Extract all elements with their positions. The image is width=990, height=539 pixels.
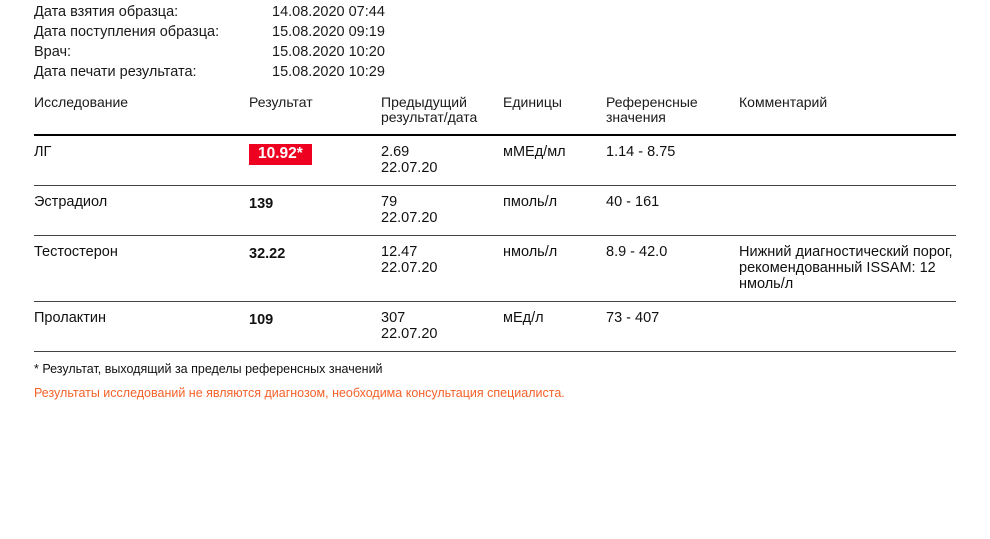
test-name: Эстрадиол	[34, 194, 108, 210]
test-comment: Нижний диагностический порог, рекомендованный ISSAM: 12 нмоль/л	[739, 244, 953, 292]
result-out-of-range-badge: 10.92*	[249, 144, 312, 165]
sample-received-date-value: 15.08.2020 09:19	[272, 24, 385, 40]
sample-collection-date-label: Дата взятия образца:	[34, 4, 179, 20]
column-header-units: Единицы	[503, 94, 562, 110]
result-value: 32.22	[249, 246, 286, 262]
table-row	[34, 302, 956, 352]
test-result	[249, 135, 381, 186]
meta-row	[34, 42, 956, 62]
column-header-comment: Комментарий	[739, 94, 828, 110]
column-header-previous-line1: Предыдущий	[381, 94, 467, 110]
test-result	[249, 186, 381, 236]
column-header-reference-line1: Референсные	[606, 94, 698, 110]
test-result	[249, 236, 381, 302]
reference-range: 73 - 407	[606, 310, 660, 326]
previous-result	[381, 302, 503, 352]
column-header-previous	[381, 95, 503, 135]
previous-result-date: 22.07.20	[381, 210, 438, 226]
reference-range: 1.14 - 8.75	[606, 144, 676, 160]
column-header-result: Результат	[249, 94, 313, 110]
previous-result	[381, 186, 503, 236]
previous-result-value: 79	[381, 194, 398, 210]
column-header-reference	[606, 95, 739, 135]
meta-row	[34, 62, 956, 82]
test-units: мМЕд/мл	[503, 144, 566, 160]
test-result	[249, 302, 381, 352]
previous-result-date: 22.07.20	[381, 160, 438, 176]
previous-result-value: 12.47	[381, 244, 418, 260]
previous-result	[381, 135, 503, 186]
test-name: Тестостерон	[34, 244, 118, 260]
test-comment	[739, 302, 956, 352]
test-units: пмоль/л	[503, 194, 558, 210]
column-header-reference-line2: значения	[606, 109, 666, 125]
reference-range: 8.9 - 42.0	[606, 244, 668, 260]
test-units: нмоль/л	[503, 244, 558, 260]
column-header-previous-line2: результат/дата	[381, 109, 478, 125]
doctor-value: 15.08.2020 10:20	[272, 44, 385, 60]
test-units: мЕд/л	[503, 310, 544, 326]
previous-result-date: 22.07.20	[381, 260, 438, 276]
results-table	[34, 95, 956, 352]
previous-result-value: 307	[381, 310, 406, 326]
meta-row	[34, 2, 956, 22]
diagnosis-disclaimer: Результаты исследований не являются диагнозом, необходима консультация специалиста.	[34, 386, 565, 400]
results-table-header	[34, 95, 956, 135]
previous-result	[381, 236, 503, 302]
test-comment	[739, 135, 956, 186]
table-row	[34, 186, 956, 236]
out-of-range-footnote: * Результат, выходящий за пределы референсных значений	[34, 362, 383, 376]
meta-row	[34, 22, 956, 42]
reference-range: 40 - 161	[606, 194, 660, 210]
sample-received-date-label: Дата поступления образца:	[34, 24, 220, 40]
column-header-test: Исследование	[34, 94, 129, 110]
result-value: 109	[249, 312, 274, 328]
sample-collection-date-value: 14.08.2020 07:44	[272, 4, 385, 20]
results-table-body	[34, 135, 956, 352]
doctor-label: Врач:	[34, 44, 72, 60]
table-row	[34, 236, 956, 302]
previous-result-date: 22.07.20	[381, 326, 438, 342]
sample-metadata	[34, 0, 956, 82]
result-value: 139	[249, 196, 274, 212]
previous-result-value: 2.69	[381, 144, 410, 160]
result-print-date-value: 15.08.2020 10:29	[272, 64, 385, 80]
test-comment	[739, 186, 956, 236]
test-name: ЛГ	[34, 144, 52, 160]
test-name: Пролактин	[34, 310, 107, 326]
table-row	[34, 135, 956, 186]
result-print-date-label: Дата печати результата:	[34, 64, 197, 80]
